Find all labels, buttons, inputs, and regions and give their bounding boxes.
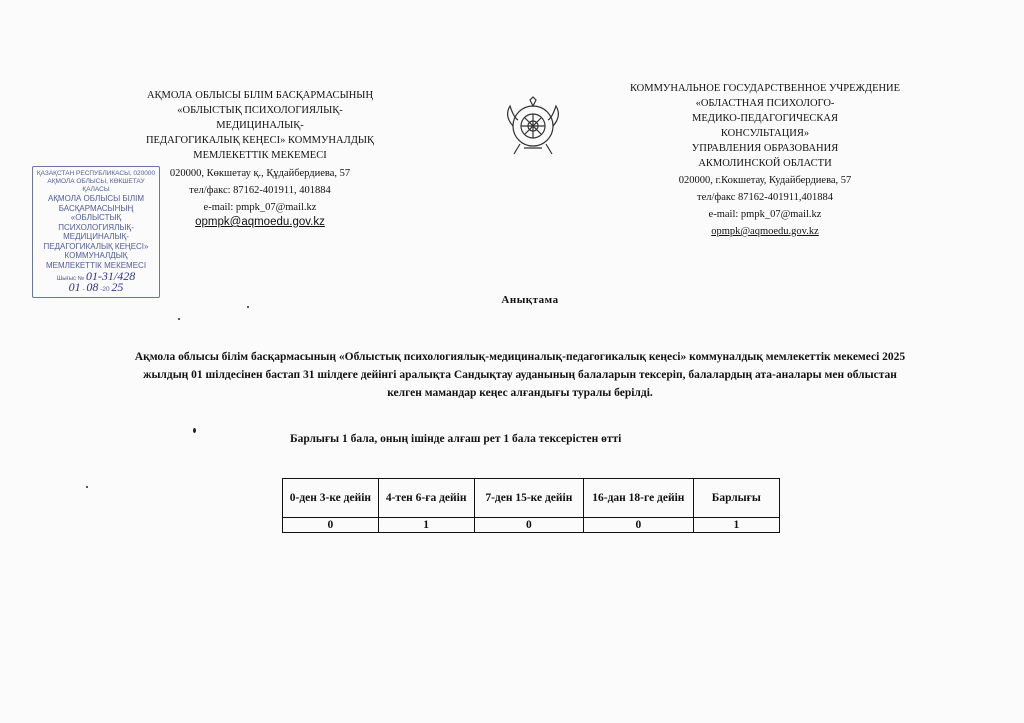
scan-speck [178,318,180,320]
state-emblem-icon [500,96,566,158]
stamp-date-row: 01 - 08 -20 25 [68,280,124,294]
table-header-cell: 7-ден 15-ке дейін [474,479,584,518]
right-header [610,81,920,239]
right-header-line: КОММУНАЛЬНОЕ ГОСУДАРСТВЕННОЕ УЧРЕЖДЕНИЕ [629,83,901,94]
document-title: Анықтама [501,294,559,306]
scan-speck [193,428,196,433]
stamp-line: МЕДИЦИНАЛЫҚ- [63,232,129,241]
scan-speck [86,486,88,488]
left-website[interactable]: opmpk@aqmoedu.gov.kz [195,216,325,228]
left-header-line: ПЕДАГОГИКАЛЫҚ КЕҢЕСІ» КОММУНАЛДЫҚ [145,135,375,146]
table-cell: 1 [693,518,779,533]
table-cell: 0 [474,518,584,533]
left-address: 020000, Көкшетау қ., Құдайбердиева, 57 [169,168,351,179]
stamp-line: МЕМЛЕКЕТТІК МЕКЕМЕСІ [45,260,147,270]
right-header-line: КОНСУЛЬТАЦИЯ» [720,128,810,139]
table-header-cell: 4-тен 6-ға дейін [378,479,474,518]
stamp-number-row: Шығыс № 01-31/428 [56,269,136,283]
document-summary: Барлығы 1 бала, оның ішінде алғаш рет 1 бала тексерістен өтті [290,433,622,445]
table-cell: 0 [584,518,694,533]
stats-table [282,478,780,533]
stamp-line: ПЕДАГОГИКАЛЫҚ КЕҢЕСІ» [43,241,149,251]
left-header-line: АҚМОЛА ОБЛЫСЫ БІЛІМ БАСҚАРМАСЫНЫҢ [146,90,374,101]
stamp-date-day: 01 [68,280,81,294]
table-header-row [283,479,780,518]
right-email: e-mail: pmpk_07@mail.kz [708,209,822,220]
table-row [283,518,780,533]
right-header-line: МЕДИКО-ПЕДАГОГИЧЕСКАЯ [692,113,838,124]
table-cell: 1 [378,518,474,533]
left-header-line: «ОБЛЫСТЫҚ ПСИХОЛОГИЯЛЫҚ- [177,105,343,116]
document-body: Ақмола облысы білім басқармасының «Облыстық психологиялық-медициналық-педагогикалық кеңесі» коммуналдық мемлекеттік мекемесі 2025 жылдың 01 шілдесінен бастап 31 шілдеге дейінгі аралықта Сандықтау ауданының балаларын тексеріп, балалардың ата-аналары мен облыстан келген мамандар кеңес алғандығы туралы берілді. [134,351,906,399]
stamp-line: БАСҚАРМАСЫНЫҢ «ОБЛЫСТЫҚ [58,203,134,222]
stamp-date-year: 25 [111,280,124,294]
stamp-line: ПСИХОЛОГИЯЛЫҚ- [58,222,134,232]
left-email: e-mail: pmpk_07@mail.kz [203,202,317,213]
table-header-cell: 0-ден 3-ке дейін [283,479,379,518]
right-header-line: УПРАВЛЕНИЯ ОБРАЗОВАНИЯ [691,143,839,154]
table-cell: 0 [283,518,379,533]
stamp-line: АҚМОЛА ОБЛЫСЫ БІЛІМ [47,194,145,203]
left-phone: тел/факс: 87162-401911, 401884 [189,185,331,196]
table-header-cell: 16-дан 18-ге дейін [584,479,694,518]
stamp-line: ҚАЗАҚСТАН РЕСПУБЛИКАСЫ, 020000 [36,170,156,177]
right-header-line: «ОБЛАСТНАЯ ПСИХОЛОГО- [695,98,835,109]
stamp-date-month: 08 [86,280,99,294]
table-header-cell: Барлығы [693,479,779,518]
left-header-line: МЕДИЦИНАЛЫҚ- [216,120,304,131]
left-header-line: МЕМЛЕКЕТТІК МЕКЕМЕСІ [193,150,327,161]
stamp-line: АҚМОЛА ОБЛЫСЫ, КӨКШЕТАУ ҚАЛАСЫ [47,178,145,193]
right-address: 020000, г.Кокшетау, Кудайбердиева, 57 [678,175,852,186]
right-website[interactable]: opmpk@aqmoedu.gov.kz [711,226,819,237]
stamp-line: КОММУНАЛДЫҚ [64,251,128,260]
right-header-line: АКМОЛИНСКОЙ ОБЛАСТИ [698,158,832,169]
left-header [120,88,400,230]
stamp-number: 01-31/428 [85,269,136,283]
right-phone: тел/факс 87162-401911,401884 [697,192,833,203]
registration-stamp [32,166,160,298]
scan-speck [247,306,249,308]
